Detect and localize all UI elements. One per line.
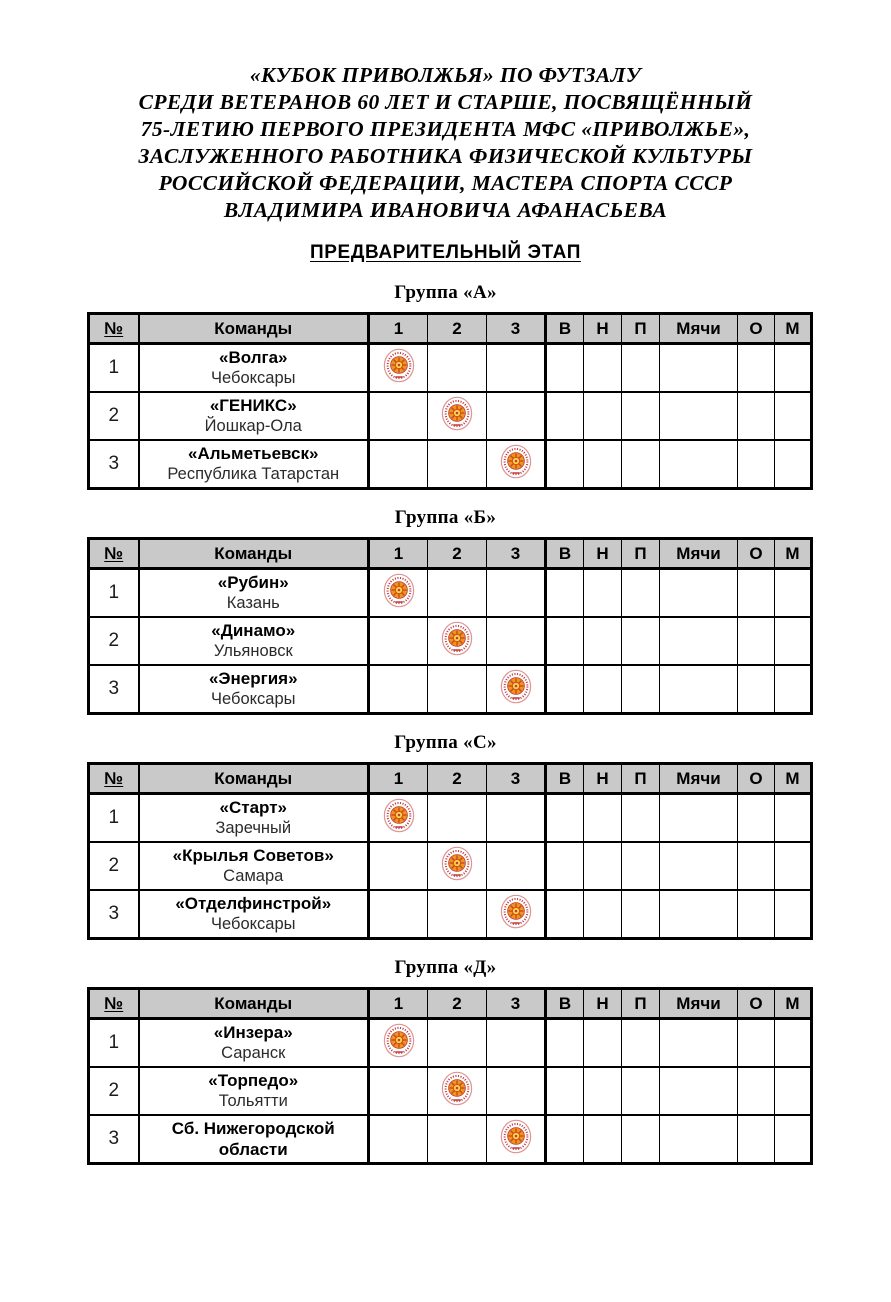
group-title: Группа «Д» (394, 957, 497, 978)
team-cell (139, 1115, 369, 1164)
stat-cell-points (738, 665, 775, 714)
stat-cell-draws (584, 890, 622, 939)
team-cell (139, 665, 369, 714)
match-cell (369, 1067, 428, 1115)
match-cell (428, 344, 487, 393)
stat-cell-place (775, 665, 812, 714)
club-emblem-icon (441, 621, 473, 656)
stat-cell-losses (622, 842, 660, 890)
group-section (0, 281, 891, 490)
team-city: Самара (223, 867, 284, 885)
title-line: СРЕДИ ВЕТЕРАНОВ 60 ЛЕТ И СТАРШЕ, ПОСВЯЩЁННЫЙ (138, 90, 753, 114)
team-cell (139, 1067, 369, 1115)
column-header-losses: П (622, 989, 660, 1019)
row-number-cell: 2 (89, 617, 139, 665)
stat-cell-wins (546, 440, 584, 489)
match-cell (487, 665, 546, 714)
stat-cell-place (775, 890, 812, 939)
stat-cell-losses (622, 1115, 660, 1164)
header-row (89, 539, 812, 569)
stat-cell-points (738, 1067, 775, 1115)
row-number-cell: 3 (89, 1115, 139, 1164)
row-number-cell: 1 (89, 569, 139, 618)
column-header-teams: Команды (139, 539, 369, 569)
column-header-number: № (89, 764, 139, 794)
title-line: ВЛАДИМИРА ИВАНОВИЧА АФАНАСЬЕВА (223, 198, 668, 222)
group-title: Группа «А» (394, 282, 497, 303)
column-header-round-3: 3 (487, 989, 546, 1019)
team-name: Сб. Нижегородской (171, 1119, 335, 1138)
stat-cell-goals (660, 344, 738, 393)
club-emblem-icon (383, 798, 415, 833)
stat-cell-goals (660, 440, 738, 489)
column-header-round-2: 2 (428, 764, 487, 794)
column-header-points: О (738, 314, 775, 344)
stat-cell-losses (622, 665, 660, 714)
stat-cell-place (775, 440, 812, 489)
match-cell (487, 890, 546, 939)
match-cell (428, 890, 487, 939)
match-cell (369, 1115, 428, 1164)
stat-cell-losses (622, 617, 660, 665)
team-cell (139, 569, 369, 618)
column-header-round-1: 1 (369, 989, 428, 1019)
match-cell (369, 344, 428, 393)
column-header-wins: В (546, 764, 584, 794)
match-cell (369, 890, 428, 939)
stat-cell-draws (584, 665, 622, 714)
match-cell (369, 569, 428, 618)
match-cell (428, 617, 487, 665)
title-line: РОССИЙСКОЙ ФЕДЕРАЦИИ, МАСТЕРА СПОРТА СССР (158, 171, 733, 195)
club-emblem-icon (500, 669, 532, 704)
stat-cell-points (738, 617, 775, 665)
stat-cell-wins (546, 392, 584, 440)
stat-cell-draws (584, 1067, 622, 1115)
stat-cell-goals (660, 1019, 738, 1068)
stat-cell-place (775, 1067, 812, 1115)
stage-title: ПРЕДВАРИТЕЛЬНЫЙ ЭТАП (310, 242, 581, 263)
header-row (89, 314, 812, 344)
team-city: Ульяновск (213, 642, 293, 660)
match-cell (428, 665, 487, 714)
match-cell (428, 440, 487, 489)
stat-cell-wins (546, 842, 584, 890)
column-header-number: № (89, 314, 139, 344)
team-name: «Старт» (219, 798, 287, 817)
stat-cell-place (775, 842, 812, 890)
column-header-round-3: 3 (487, 764, 546, 794)
team-cell (139, 440, 369, 489)
group-title: Группа «С» (394, 732, 497, 753)
stat-cell-wins (546, 890, 584, 939)
column-header-wins: В (546, 989, 584, 1019)
stat-cell-losses (622, 890, 660, 939)
team-city: Заречный (215, 819, 292, 837)
match-cell (428, 392, 487, 440)
column-header-place: М (775, 989, 812, 1019)
stat-cell-losses (622, 344, 660, 393)
stat-cell-losses (622, 392, 660, 440)
stat-cell-goals (660, 890, 738, 939)
stat-cell-goals (660, 569, 738, 618)
column-header-round-1: 1 (369, 764, 428, 794)
group-section (0, 956, 891, 1165)
stat-cell-draws (584, 1019, 622, 1068)
table-row (89, 1115, 812, 1164)
team-cell (139, 842, 369, 890)
table-row (89, 617, 812, 665)
match-cell (428, 1115, 487, 1164)
stat-cell-goals (660, 842, 738, 890)
match-cell (428, 1067, 487, 1115)
column-header-round-3: 3 (487, 539, 546, 569)
row-number-cell: 2 (89, 392, 139, 440)
column-header-wins: В (546, 314, 584, 344)
match-cell (369, 440, 428, 489)
team-name: «Отделфинстрой» (175, 894, 332, 913)
stat-cell-points (738, 794, 775, 843)
team-cell (139, 1019, 369, 1068)
match-cell (487, 569, 546, 618)
club-emblem-icon (441, 396, 473, 431)
table-row (89, 440, 812, 489)
row-number-cell: 2 (89, 842, 139, 890)
group-table (87, 987, 813, 1165)
team-city: Саранск (221, 1044, 286, 1062)
row-number-cell: 1 (89, 1019, 139, 1068)
team-city: Чебоксары (211, 690, 296, 708)
column-header-teams: Команды (139, 989, 369, 1019)
column-header-draws: Н (584, 314, 622, 344)
column-header-round-2: 2 (428, 989, 487, 1019)
page-title (46, 62, 846, 224)
row-number-cell: 1 (89, 794, 139, 843)
match-cell (487, 344, 546, 393)
stat-cell-losses (622, 440, 660, 489)
match-cell (369, 842, 428, 890)
stat-cell-draws (584, 1115, 622, 1164)
groups (0, 281, 891, 1165)
title-line: ЗАСЛУЖЕННОГО РАБОТНИКА ФИЗИЧЕСКОЙ КУЛЬТУРЫ (138, 144, 753, 168)
column-header-teams: Команды (139, 314, 369, 344)
table-row (89, 1067, 812, 1115)
title-line: «КУБОК ПРИВОЛЖЬЯ» ПО ФУТЗАЛУ (249, 63, 642, 87)
stat-cell-points (738, 440, 775, 489)
header-row (89, 764, 812, 794)
match-cell (487, 392, 546, 440)
column-header-losses: П (622, 314, 660, 344)
club-emblem-icon (383, 348, 415, 383)
match-cell (369, 617, 428, 665)
stat-cell-wins (546, 569, 584, 618)
team-city: Чебоксары (211, 915, 296, 933)
club-emblem-icon (383, 1023, 415, 1058)
row-number-cell: 1 (89, 344, 139, 393)
table-row (89, 890, 812, 939)
match-cell (369, 392, 428, 440)
group-title: Группа «Б» (394, 507, 497, 528)
table-row (89, 665, 812, 714)
match-cell (428, 1019, 487, 1068)
match-cell (487, 1019, 546, 1068)
stat-cell-place (775, 392, 812, 440)
stat-cell-wins (546, 1019, 584, 1068)
group-table (87, 762, 813, 940)
stat-cell-losses (622, 569, 660, 618)
table-row (89, 392, 812, 440)
stat-cell-draws (584, 842, 622, 890)
stat-cell-wins (546, 1067, 584, 1115)
stat-cell-points (738, 1115, 775, 1164)
column-header-round-3: 3 (487, 314, 546, 344)
stat-cell-goals (660, 665, 738, 714)
team-name: «Энергия» (208, 669, 298, 688)
stat-cell-wins (546, 617, 584, 665)
team-cell (139, 617, 369, 665)
match-cell (428, 794, 487, 843)
stat-cell-losses (622, 794, 660, 843)
column-header-losses: П (622, 539, 660, 569)
stat-cell-losses (622, 1067, 660, 1115)
stat-cell-place (775, 794, 812, 843)
header-row (89, 989, 812, 1019)
stat-cell-losses (622, 1019, 660, 1068)
table-row (89, 344, 812, 393)
column-header-goals: Мячи (660, 764, 738, 794)
column-header-goals: Мячи (660, 539, 738, 569)
team-name: «ГЕНИКС» (209, 396, 297, 415)
column-header-round-2: 2 (428, 539, 487, 569)
stat-cell-draws (584, 392, 622, 440)
table-row (89, 1019, 812, 1068)
stat-cell-place (775, 569, 812, 618)
team-city: Чебоксары (211, 369, 296, 387)
stat-cell-goals (660, 1067, 738, 1115)
stat-cell-points (738, 569, 775, 618)
table-row (89, 569, 812, 618)
row-number-cell: 2 (89, 1067, 139, 1115)
group-section (0, 731, 891, 940)
column-header-place: М (775, 539, 812, 569)
team-city: Тольятти (218, 1092, 288, 1110)
team-name: «Инзера» (213, 1023, 293, 1042)
club-emblem-icon (500, 1119, 532, 1154)
match-cell (487, 1067, 546, 1115)
column-header-points: О (738, 539, 775, 569)
team-cell (139, 344, 369, 393)
match-cell (428, 842, 487, 890)
row-number-cell: 3 (89, 440, 139, 489)
team-city: Республика Татарстан (167, 465, 340, 483)
stat-cell-draws (584, 344, 622, 393)
column-header-number: № (89, 539, 139, 569)
document-page (0, 62, 891, 1302)
stat-cell-wins (546, 1115, 584, 1164)
team-city: области (218, 1140, 288, 1159)
column-header-number: № (89, 989, 139, 1019)
group-table (87, 312, 813, 490)
column-header-place: М (775, 314, 812, 344)
match-cell (487, 440, 546, 489)
stat-cell-points (738, 344, 775, 393)
team-name: «Динамо» (211, 621, 296, 640)
stat-cell-points (738, 890, 775, 939)
title-line: 75-ЛЕТИЮ ПЕРВОГО ПРЕЗИДЕНТА МФС «ПРИВОЛЖЬЕ», (140, 117, 751, 141)
stat-cell-points (738, 1019, 775, 1068)
club-emblem-icon (500, 444, 532, 479)
group-section (0, 506, 891, 715)
stat-cell-wins (546, 344, 584, 393)
match-cell (369, 665, 428, 714)
stat-cell-place (775, 1019, 812, 1068)
column-header-draws: Н (584, 539, 622, 569)
group-table (87, 537, 813, 715)
stat-cell-draws (584, 569, 622, 618)
row-number-cell: 3 (89, 665, 139, 714)
team-name: «Торпедо» (208, 1071, 299, 1090)
stat-cell-goals (660, 617, 738, 665)
column-header-wins: В (546, 539, 584, 569)
stat-cell-wins (546, 794, 584, 843)
match-cell (487, 794, 546, 843)
team-cell (139, 794, 369, 843)
column-header-losses: П (622, 764, 660, 794)
match-cell (487, 842, 546, 890)
stat-cell-goals (660, 1115, 738, 1164)
stat-cell-place (775, 617, 812, 665)
team-name: «Волга» (219, 348, 288, 367)
column-header-round-2: 2 (428, 314, 487, 344)
stat-cell-draws (584, 794, 622, 843)
row-number-cell: 3 (89, 890, 139, 939)
stat-cell-wins (546, 665, 584, 714)
table-row (89, 842, 812, 890)
club-emblem-icon (441, 1071, 473, 1106)
column-header-points: О (738, 989, 775, 1019)
stat-cell-points (738, 842, 775, 890)
column-header-round-1: 1 (369, 539, 428, 569)
stat-cell-place (775, 344, 812, 393)
team-name: «Альметьевск» (188, 444, 319, 463)
column-header-draws: Н (584, 989, 622, 1019)
team-city: Йошкар-Ола (204, 417, 302, 435)
column-header-goals: Мячи (660, 989, 738, 1019)
match-cell (487, 1115, 546, 1164)
team-city: Казань (226, 594, 280, 612)
table-row (89, 794, 812, 843)
club-emblem-icon (383, 573, 415, 608)
match-cell (369, 1019, 428, 1068)
club-emblem-icon (500, 894, 532, 929)
stat-cell-place (775, 1115, 812, 1164)
match-cell (487, 617, 546, 665)
team-name: «Рубин» (217, 573, 289, 592)
column-header-place: М (775, 764, 812, 794)
stat-cell-draws (584, 440, 622, 489)
column-header-points: О (738, 764, 775, 794)
club-emblem-icon (441, 846, 473, 881)
column-header-goals: Мячи (660, 314, 738, 344)
column-header-teams: Команды (139, 764, 369, 794)
column-header-draws: Н (584, 764, 622, 794)
column-header-round-1: 1 (369, 314, 428, 344)
team-cell (139, 392, 369, 440)
team-cell (139, 890, 369, 939)
stat-cell-draws (584, 617, 622, 665)
stat-cell-goals (660, 794, 738, 843)
match-cell (369, 794, 428, 843)
match-cell (428, 569, 487, 618)
team-name: «Крылья Советов» (172, 846, 334, 865)
stat-cell-points (738, 392, 775, 440)
stat-cell-goals (660, 392, 738, 440)
